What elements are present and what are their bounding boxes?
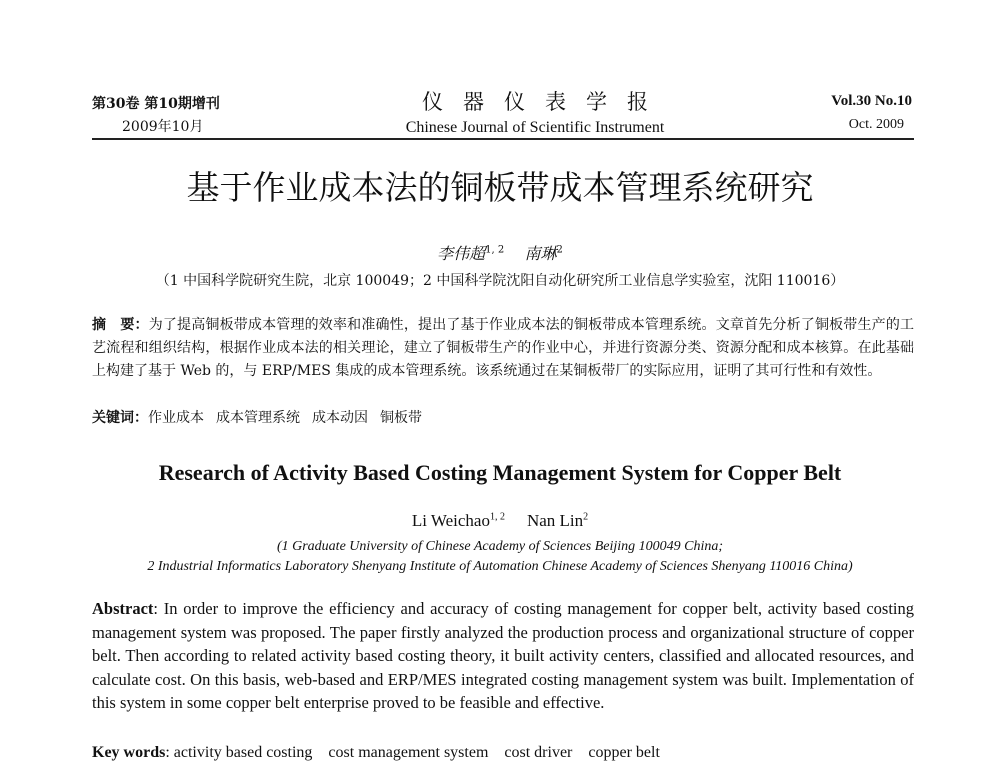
author-affil-mark: 1, 2 xyxy=(489,511,505,523)
keyword-item: 成本管理系统 xyxy=(216,410,300,426)
authors-cn xyxy=(0,241,1000,264)
keywords-label-cn: 关键词： xyxy=(92,410,148,426)
affiliation-en-1: (1 Graduate University of Chinese Academy of Sciences Beijing 100049 China; xyxy=(276,539,724,554)
abstract-text-cn: 为了提高铜板带成本管理的效率和准确性，提出了基于作业成本法的铜板带成本管理系统。文章首先分析了铜板带生产的工艺流程和组织结构，根据作业成本法的相关理论，建立了铜板带生产的作业中心，并进行资源分类、资源分配和成本核算。在此基础上构建了基于 Web 的，与 ERP/MES 集成的成本管理系统。该系统通过在某铜板带厂的实际应用，证明了其可行性和有效性。 xyxy=(92,317,914,379)
date-cn: 2009年10月 xyxy=(122,119,204,135)
author-affil-mark: 1, 2 xyxy=(485,244,505,256)
keyword-item: copper belt xyxy=(588,744,660,761)
keyword-item: cost management system xyxy=(328,744,489,761)
header-rule xyxy=(92,138,914,140)
journal-masthead xyxy=(375,86,695,137)
author-affil-mark: 2 xyxy=(583,511,589,523)
keyword-item: 作业成本 xyxy=(148,410,204,426)
author-affil-mark: 2 xyxy=(556,244,563,256)
author-name: 南琳 xyxy=(524,244,557,263)
abstract-en xyxy=(92,597,914,715)
authors-en xyxy=(0,511,1000,531)
author-name: Nan Lin xyxy=(526,511,584,530)
author-name: Li Weichao xyxy=(411,511,490,530)
keyword-item: activity based costing xyxy=(173,744,313,761)
volume-issue-cn: 第30卷 第10期增刊 xyxy=(92,96,220,112)
keywords-en xyxy=(92,744,676,762)
author-name: 李伟超 xyxy=(437,244,486,263)
keyword-item: cost driver xyxy=(504,744,573,761)
volume-issue-en: Vol.30 No.10 xyxy=(831,93,912,109)
abstract-label-cn: 摘 要： xyxy=(92,317,149,333)
keyword-item: 铜板带 xyxy=(380,410,422,426)
keywords-label-en: Key words xyxy=(92,744,166,761)
keywords-cn xyxy=(92,407,434,427)
date-en: Oct. 2009 xyxy=(848,117,904,132)
keyword-item: 成本动因 xyxy=(312,410,368,426)
abstract-cn xyxy=(92,314,914,383)
affiliation-en-2: 2 Industrial Informatics Laboratory Shenyang Institute of Automation Chinese Academy of Sciences Shenyang 110016 China) xyxy=(147,559,853,574)
journal-title-en: Chinese Journal of Scientific Instrument xyxy=(405,119,665,136)
keywords-sep-en: : xyxy=(165,744,174,761)
abstract-label-en: Abstract xyxy=(92,599,154,618)
abstract-text-en: : In order to improve the efficiency and accuracy of costing management for copper belt, activity based costing management system was proposed. The paper firstly analyzed the production process and organizational structure of copper belt. Then according to related activity based costing theory, it built activity centers, classified and allocated resources, and calculate cost. On this basis, web-based and ERP/MES integrated costing management system was built. Implementation of this system in some copper belt enterprise proved to be feasible and effective. xyxy=(92,599,914,712)
affiliation-cn: （1 中国科学院研究生院，北京 100049；2 中国科学院沈阳自动化研究所工业信息学实验室，沈阳 110016） xyxy=(155,273,845,289)
journal-title-cn: 仪器仪表学报 xyxy=(422,90,668,114)
paper-title-en: Research of Activity Based Costing Management System for Copper Belt xyxy=(158,460,842,485)
paper-title-cn: 基于作业成本法的铜板带成本管理系统研究 xyxy=(186,168,814,207)
